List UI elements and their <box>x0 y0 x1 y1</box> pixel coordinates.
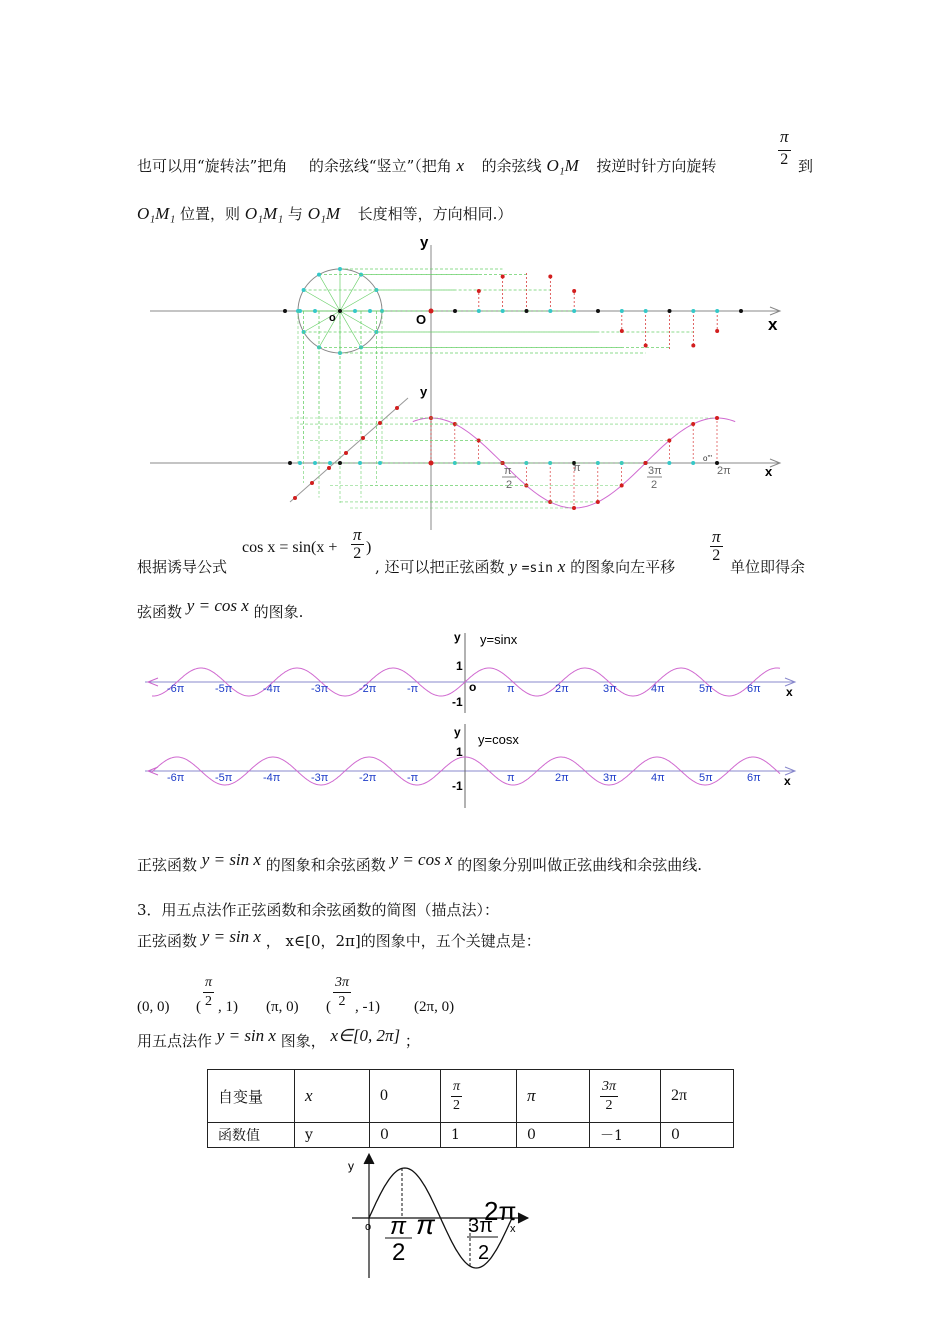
math-y: y <box>509 557 517 576</box>
key-point-2-fraction <box>203 974 214 1011</box>
tick-label: -π <box>407 772 419 784</box>
paragraph-1-tail <box>798 155 813 177</box>
sin-x-label: x <box>786 685 793 699</box>
tick-label: -6π <box>167 772 185 784</box>
math-o1m1: O₁M₁ <box>137 204 176 223</box>
circle-point <box>338 267 342 271</box>
sin-origin-label: o <box>469 680 477 694</box>
fraction <box>451 1078 462 1115</box>
circle-spoke <box>340 290 376 311</box>
tick-label: π <box>507 772 515 784</box>
bottom-value-point <box>620 484 624 488</box>
left-axis-point <box>358 461 362 465</box>
left-top-axis-point <box>353 309 357 313</box>
x-axis-label: x <box>768 315 778 334</box>
diagonal-point <box>293 496 297 500</box>
top-axis-point <box>453 309 457 313</box>
key-point-4 <box>326 996 331 1018</box>
text: 单位即得余 <box>730 558 806 576</box>
sin-curve-label: y=sinx <box>480 632 518 647</box>
table-cell: 0 <box>661 1123 734 1148</box>
math-y-cos: y = cos x <box>390 850 453 869</box>
point-text: (0, 0) <box>137 999 170 1015</box>
text: 弦函数 <box>137 603 183 621</box>
text: ， <box>265 932 281 950</box>
axes <box>145 633 795 808</box>
paren: ( <box>196 999 201 1015</box>
numerator: 3π <box>600 1078 618 1097</box>
text: 正弦函数 <box>137 856 198 874</box>
paragraph-3 <box>137 850 703 876</box>
text: 正弦函数 <box>137 932 198 950</box>
top-axis-point <box>691 309 695 313</box>
top-axis-point <box>572 309 576 313</box>
bottom-value-point <box>644 461 648 465</box>
cos-curve-label: y=cosx <box>478 732 519 747</box>
circle-point <box>317 273 321 277</box>
tick-label: -4π <box>263 683 281 695</box>
tick-label: -5π <box>215 683 233 695</box>
sin-one-label: 1 <box>456 659 463 673</box>
fraction-pi-over-2 <box>778 128 791 169</box>
paren: ( <box>326 999 331 1015</box>
left-top-axis-point <box>283 309 287 313</box>
tick-pi: π <box>573 462 581 474</box>
tick-label: -π <box>407 683 419 695</box>
text: 与 <box>287 205 303 223</box>
sine-cosine-graphs <box>140 628 800 808</box>
sin-y-label: y <box>454 630 461 644</box>
small-2pi-label: 2π <box>484 1196 517 1226</box>
math-x: x <box>557 557 566 576</box>
tick-label: -4π <box>263 772 281 784</box>
left-top-axis-point <box>368 309 372 313</box>
denominator: 2 <box>353 545 362 562</box>
left-axis-point <box>338 461 342 465</box>
top-axis-point <box>644 309 648 313</box>
math-y-sin: y = sin x <box>216 1026 276 1045</box>
cos-x-label: x <box>784 774 791 788</box>
small-pi-label: π <box>416 1209 435 1240</box>
denominator: 2 <box>605 1097 613 1113</box>
point-text: (π, 0) <box>266 999 299 1015</box>
paragraph-1-line-2 <box>137 203 512 225</box>
table-cell: 0 <box>517 1123 590 1148</box>
small-pi-over-2-num: π <box>390 1213 407 1240</box>
denominator: 2 <box>778 150 791 169</box>
point-text: , -1) <box>355 999 380 1015</box>
top-value-point <box>620 329 624 333</box>
formula-rhs <box>366 536 371 559</box>
tick-label: 5π <box>699 772 713 784</box>
heading-text: 3．用五点法作正弦函数和余弦函数的简图（描点法）： <box>137 901 500 919</box>
denominator: 2 <box>205 994 212 1009</box>
origin-point <box>429 309 434 314</box>
formula-fraction <box>351 526 364 563</box>
text: 也可以用“旋转法”把角 <box>137 157 288 175</box>
top-axis-point <box>525 309 529 313</box>
text: 的图象和余弦函数 <box>265 856 386 874</box>
key-point-2-close <box>218 996 238 1018</box>
table-cell: 0 <box>370 1070 441 1123</box>
origin-point-bottom <box>429 461 434 466</box>
numerator: 3π <box>333 974 351 993</box>
small-x-label: x <box>510 1223 516 1235</box>
math-y-cos: y = cos x <box>186 596 249 615</box>
tick-label: 4π <box>651 772 665 784</box>
text: 长度相等，方向相同.） <box>357 205 513 223</box>
math-o1m: O₁M <box>307 204 341 223</box>
tick-2pi: 2π <box>717 465 731 477</box>
point-text: (2π, 0) <box>414 999 455 1015</box>
table-cell: 1 <box>441 1123 517 1148</box>
table-row-function-value <box>208 1123 734 1148</box>
bottom-axis-point <box>667 461 671 465</box>
bottom-value-point <box>572 506 576 510</box>
text: 的余弦线“竖立”（把角 <box>308 157 452 175</box>
tick-3pi-over-2-den: 2 <box>651 479 658 491</box>
cos-neg-one-label: -1 <box>452 779 463 793</box>
tick-label: -5π <box>215 772 233 784</box>
five-point-method-line <box>137 1026 420 1052</box>
table-row-independent-variable <box>208 1070 734 1123</box>
small-3pi-over-2-num: 3π <box>468 1215 493 1237</box>
left-axis-point <box>378 461 382 465</box>
diagonal-point <box>327 466 331 470</box>
tick-label: -3π <box>311 772 329 784</box>
key-point-2 <box>196 996 201 1018</box>
math-o1m: O₁M <box>546 156 579 175</box>
sin-neg-one-label: -1 <box>452 695 463 709</box>
circle-spoke <box>304 290 340 311</box>
diagram-generated-marks <box>283 267 743 510</box>
paragraph-2-line-1-b <box>375 556 675 580</box>
table-cell: y <box>295 1123 370 1148</box>
numerator: π <box>451 1078 462 1097</box>
top-axis-point <box>715 309 719 313</box>
math-eq-sin: =sin <box>521 561 553 576</box>
small-origin-label: o <box>365 1221 372 1233</box>
bottom-axis-point <box>691 461 695 465</box>
text: 按逆时针方向旋转 <box>596 157 717 175</box>
point-text: , 1) <box>218 999 238 1015</box>
math-y-sin: y = sin x <box>201 927 261 946</box>
circle-spoke <box>319 275 340 311</box>
cos-y-label: y <box>454 725 461 739</box>
key-point-4-fraction <box>333 974 351 1011</box>
circle-center-label: o <box>329 312 336 324</box>
left-axis-point <box>328 461 332 465</box>
table-cell: x <box>295 1070 370 1123</box>
key-point-1 <box>137 996 170 1018</box>
table-cell: －1 <box>590 1123 661 1148</box>
numerator: π <box>780 127 789 146</box>
y-axis-label: y <box>420 234 429 251</box>
tick-3pi-over-2-num: 3π <box>648 465 662 477</box>
tick-label: 6π <box>747 683 761 695</box>
x-axis-label-2: x <box>765 464 773 479</box>
text: 到 <box>798 157 814 175</box>
table-cell: 自变量 <box>208 1070 295 1123</box>
tick-pi-over-2-den: 2 <box>506 479 513 491</box>
y-axis-label-2: y <box>420 384 428 399</box>
top-axis-point <box>596 309 600 313</box>
tick-pi-over-2-num: π <box>504 465 512 477</box>
left-top-axis-point <box>313 309 317 313</box>
table-cell-fraction <box>441 1070 517 1123</box>
origin-label: O <box>416 312 427 327</box>
left-top-axis-point <box>298 309 302 313</box>
circle-spoke <box>340 275 361 311</box>
top-axis-point <box>477 309 481 313</box>
table-cell: 2π <box>661 1070 734 1123</box>
cosine-tick-labels <box>167 772 761 784</box>
top-value-point <box>477 289 481 293</box>
circle-spoke <box>340 311 361 347</box>
section-3-line-2 <box>137 927 541 952</box>
text: 位置，则 <box>180 205 241 223</box>
induction-formula <box>242 536 337 559</box>
text: 的图象分别叫做正弦曲线和余弦曲线. <box>457 856 703 874</box>
left-top-axis-point <box>338 309 342 313</box>
small-3pi-over-2-den: 2 <box>478 1242 490 1264</box>
table-cell: 0 <box>370 1123 441 1148</box>
text: 根据诱导公式 <box>137 558 228 576</box>
paragraph-2-line-2 <box>137 596 304 623</box>
diagonal-point <box>378 421 382 425</box>
tick-label: 2π <box>555 772 569 784</box>
five-point-sine-sketch <box>340 1150 540 1280</box>
numerator: π <box>353 525 362 544</box>
diagonal-point <box>395 406 399 410</box>
left-axis-point <box>298 461 302 465</box>
shift-fraction <box>710 528 723 565</box>
denominator: 2 <box>453 1097 460 1113</box>
text: , 还可以把正弦函数 <box>375 558 505 576</box>
bottom-value-point <box>691 422 695 426</box>
cos-one-label: 1 <box>456 745 463 759</box>
end-point-label: o''' <box>703 454 713 463</box>
tick-label: π <box>507 683 515 695</box>
numerator: π <box>712 527 721 546</box>
diagonal-point <box>310 481 314 485</box>
key-point-3 <box>266 996 299 1018</box>
tick-label: 5π <box>699 683 713 695</box>
text: 的图象向左平移 <box>570 558 676 576</box>
tick-label: -6π <box>167 683 185 695</box>
diagonal-point <box>361 436 365 440</box>
table-cell: 函数值 <box>208 1123 295 1148</box>
tick-label: 4π <box>651 683 665 695</box>
tick-label: 6π <box>747 772 761 784</box>
key-point-5 <box>414 996 454 1018</box>
denominator: 2 <box>712 547 721 564</box>
top-axis-point <box>620 309 624 313</box>
denominator: 2 <box>338 994 346 1009</box>
fraction <box>600 1078 618 1115</box>
left-axis-point <box>313 461 317 465</box>
top-axis-point <box>668 309 672 313</box>
diagram-static <box>150 245 780 530</box>
small-pi-over-2-den: 2 <box>392 1239 406 1266</box>
numerator: π <box>203 974 214 993</box>
top-value-point <box>715 329 719 333</box>
circle-spoke <box>340 311 376 332</box>
tick-label: -2π <box>359 772 377 784</box>
paragraph-1-line-1 <box>137 155 716 177</box>
top-value-point <box>644 344 648 348</box>
top-value-point <box>572 289 576 293</box>
five-point-value-table <box>207 1069 734 1148</box>
tick-label: 3π <box>603 683 617 695</box>
tick-label: 3π <box>603 772 617 784</box>
tick-label: -2π <box>359 683 377 695</box>
text: 用五点法作 <box>137 1032 213 1050</box>
section-3-heading <box>137 899 499 921</box>
table-cell: π <box>517 1070 590 1123</box>
table-cell-fraction <box>590 1070 661 1123</box>
diagonal-point <box>344 451 348 455</box>
tick-label: 2π <box>555 683 569 695</box>
top-axis-point <box>739 309 743 313</box>
top-axis-point <box>501 309 505 313</box>
paragraph-2-line-1 <box>137 556 227 578</box>
math-x: x <box>456 156 465 175</box>
unit-circle-projection-diagram <box>140 230 800 535</box>
text: 的余弦线 <box>481 157 542 175</box>
sine-tick-labels <box>167 683 761 695</box>
math-o1m1: O₁M₁ <box>244 204 284 223</box>
top-value-point <box>691 344 695 348</box>
top-axis-point <box>548 309 552 313</box>
top-value-point <box>501 274 505 278</box>
top-value-point <box>548 274 552 278</box>
text: ； <box>404 1032 420 1050</box>
formula-lhs: cos x = sin(x + <box>242 539 338 556</box>
bottom-value-point <box>596 500 600 504</box>
key-point-4-close <box>355 996 380 1018</box>
tick-label: -3π <box>311 683 329 695</box>
text: 的图象. <box>253 603 304 621</box>
circle-point <box>302 288 306 292</box>
text: 图象， <box>280 1032 326 1050</box>
math-y-sin: y = sin x <box>201 850 261 869</box>
paragraph-2-line-1-c <box>730 556 805 578</box>
math-domain: x∈[0, 2π] <box>330 1026 401 1045</box>
small-y-label: y <box>348 1159 354 1173</box>
left-axis-point <box>288 461 292 465</box>
text: x∈[0，2π]的图象中，五个关键点是： <box>285 932 541 950</box>
bottom-value-point <box>715 416 719 420</box>
bottom-value-point <box>667 439 671 443</box>
formula-close: ) <box>366 539 372 556</box>
